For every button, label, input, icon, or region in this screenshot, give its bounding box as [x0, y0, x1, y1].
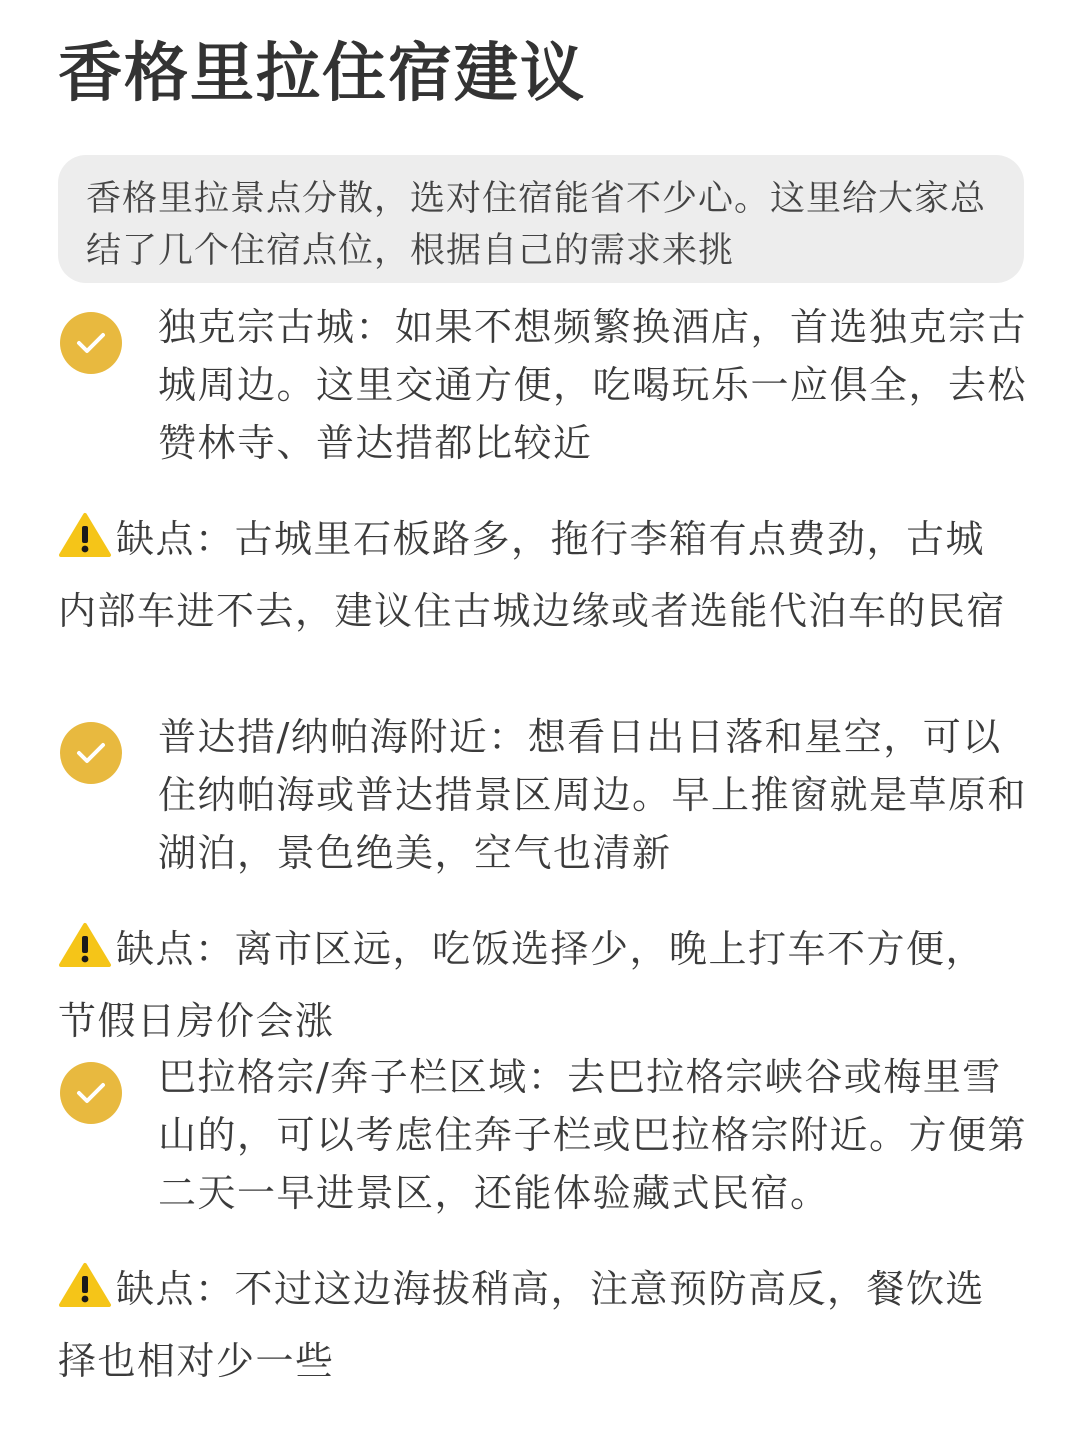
lodging-item-text: 普达措/纳帕海附近：想看日出日落和星空，可以住纳帕海或普达措景区周边。早上推窗就是草原和湖泊，景色绝美，空气也清新 — [158, 715, 1028, 875]
warning-note — [58, 1256, 1024, 1394]
warning-note — [58, 506, 1024, 644]
lodging-item-text: 巴拉格宗/奔子栏区域：去巴拉格宗峡谷或梅里雪山的，可以考虑住奔子栏或巴拉格宗附近。方便第二天一早进景区，还能体验藏式民宿。 — [158, 1055, 1028, 1215]
warning-icon — [58, 1262, 112, 1328]
intro-text: 香格里拉景点分散，选对住宿能省不少心。这里给大家总结了几个住宿点位，根据自己的需求来挑 — [86, 179, 987, 271]
warning-text: 缺点：不过这边海拔稍高，注意预防高反，餐饮选择也相对少一些 — [58, 1267, 986, 1383]
lodging-item-text: 独克宗古城：如果不想频繁换酒店，首选独克宗古城周边。这里交通方便，吃喝玩乐一应俱全，去松赞林寺、普达措都比较近 — [158, 305, 1028, 465]
check-circle-icon — [60, 1062, 122, 1124]
page-title: 香格里拉住宿建议 — [58, 37, 586, 111]
warning-note — [58, 916, 1024, 1054]
warning-icon — [58, 512, 112, 578]
warning-icon — [58, 922, 112, 988]
check-circle-icon — [60, 722, 122, 784]
warning-text: 缺点：离市区远，吃饭选择少，晚上打车不方便，节假日房价会涨 — [58, 927, 986, 1043]
warning-text: 缺点：古城里石板路多，拖行李箱有点费劲，古城内部车进不去，建议住古城边缘或者选能代泊车的民宿 — [58, 517, 1007, 633]
check-circle-icon — [60, 312, 122, 374]
intro-box — [58, 155, 1024, 283]
